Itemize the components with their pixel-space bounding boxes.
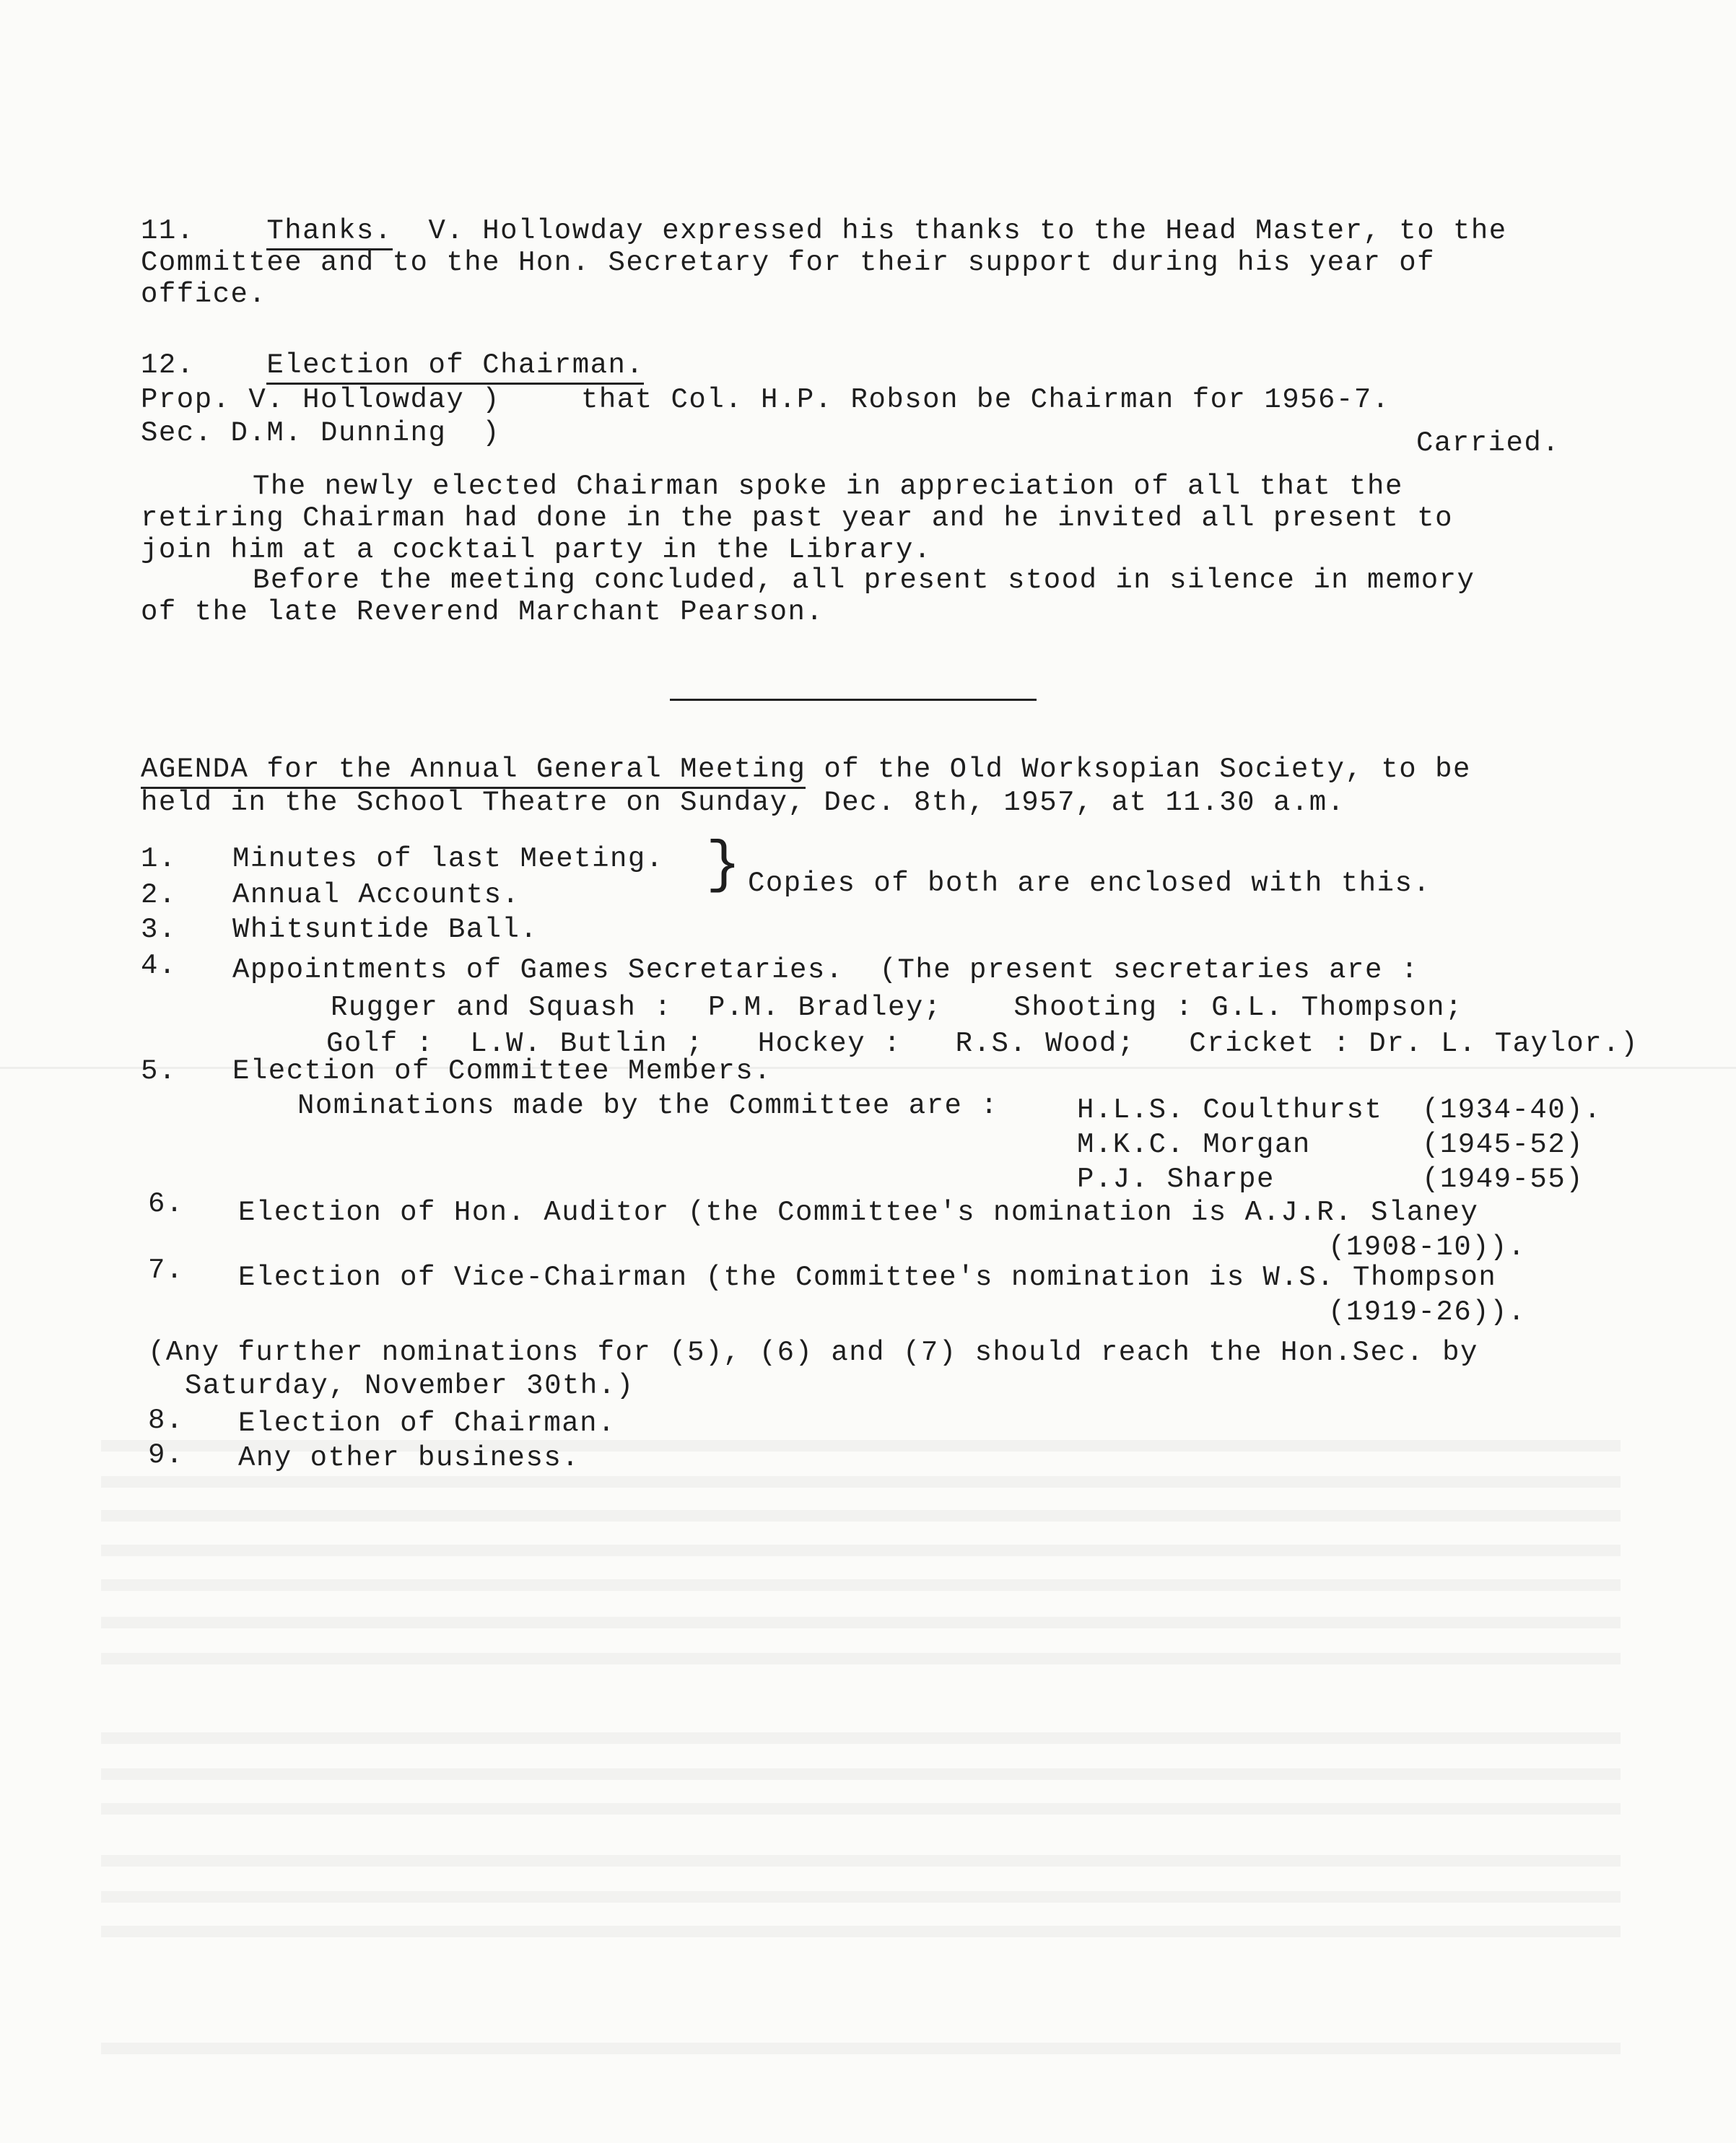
show-through-line (101, 1510, 1621, 1522)
show-through-line (101, 1855, 1621, 1867)
games-secretaries-line-2: Golf : L.W. Butlin ; Hockey : R.S. Wood; Cricket : Dr. L. Taylor.) (326, 1028, 1639, 1060)
agenda-item-3-text: Whitsuntide Ball. (232, 914, 538, 946)
show-through-line (101, 1803, 1621, 1815)
item-11-line-2: Committee and to the Hon. Secretary for their support during his year of (141, 247, 1436, 279)
agenda-item-8-text: Election of Chairman. (238, 1407, 616, 1439)
item-11-number: 11. (141, 215, 195, 247)
agenda-item-6-text: Election of Hon. Auditor (the Committee's nomination is A.J.R. Slaney (238, 1197, 1479, 1228)
agenda-item-9-text: Any other business. (238, 1442, 580, 1474)
agenda-item-9-number: 9. (148, 1439, 184, 1471)
agenda-item-8-number: 8. (148, 1405, 184, 1436)
item-12-number: 12. (141, 349, 195, 381)
agenda-heading: AGENDA for the Annual General Meeting (141, 754, 806, 789)
show-through-line (101, 1768, 1621, 1780)
agenda-heading-line-1 (141, 754, 1471, 785)
show-through-line (101, 1732, 1621, 1744)
agenda-item-7-number: 7. (148, 1254, 184, 1286)
item-12-carried: Carried. (1416, 427, 1561, 459)
show-through-line (101, 1545, 1621, 1556)
nominations-intro: Nominations made by the Committee are : (297, 1090, 999, 1122)
item-12-heading (141, 349, 644, 381)
games-secretaries-line-1: Rugger and Squash : P.M. Bradley; Shooting : G.L. Thompson; (331, 992, 1463, 1024)
agenda-item-7-text: Election of Vice-Chairman (the Committee's nomination is W.S. Thompson (238, 1262, 1497, 1293)
agenda-item-3-number: 3. (141, 914, 177, 946)
item-12-para-1-line-3: join him at a cocktail party in the Library. (141, 534, 932, 566)
agenda-item-4-text: Appointments of Games Secretaries. (The present secretaries are : (232, 954, 1419, 986)
agenda-item-1-number: 1. (141, 843, 177, 875)
item-11-line-1 (141, 215, 1507, 247)
further-nominations-line-1: (Any further nominations for (5), (6) and (7) should reach the Hon.Sec. by (148, 1337, 1478, 1369)
show-through-line (101, 1617, 1621, 1628)
agenda-item-5-number: 5. (141, 1055, 177, 1087)
further-nominations-line-2: Saturday, November 30th.) (185, 1370, 634, 1402)
item-12-para-1-line-1: The newly elected Chairman spoke in appreciation of all that the (253, 471, 1403, 502)
agenda-item-4-number: 4. (141, 950, 177, 982)
item-12-sec: Sec. D.M. Dunning ) (141, 417, 501, 449)
agenda-item-5-text: Election of Committee Members. (232, 1055, 772, 1087)
item-11-title: Thanks. (266, 215, 392, 250)
agenda-item-2-number: 2. (141, 879, 177, 911)
item-12-para-2-line-2: of the late Reverend Marchant Pearson. (141, 596, 824, 628)
show-through-line (101, 1476, 1621, 1488)
show-through-line (101, 1653, 1621, 1664)
agenda-item-6-number: 6. (148, 1188, 184, 1220)
show-through-line (101, 2043, 1621, 2054)
nominee-2-name: M.K.C. Morgan (1077, 1129, 1311, 1161)
item-12-motion: that Col. H.P. Robson be Chairman for 1956-7. (581, 384, 1390, 416)
item-11-text: V. Hollowday expressed his thanks to the Head Master, to the (428, 215, 1507, 247)
nominee-1-years: (1934-40). (1422, 1094, 1602, 1126)
item-11-line-3: office. (141, 279, 267, 310)
nominee-3-name: P.J. Sharpe (1077, 1164, 1275, 1195)
copies-note: Copies of both are enclosed with this. (748, 868, 1431, 899)
section-divider (670, 699, 1037, 701)
agenda-item-1-text: Minutes of last Meeting. (232, 843, 664, 875)
show-through-line (101, 1926, 1621, 1937)
agenda-item-2-text: Annual Accounts. (232, 879, 520, 911)
nominee-1-name: H.L.S. Coulthurst (1077, 1094, 1383, 1126)
item-12-prop: Prop. V. Hollowday ) (141, 384, 501, 416)
show-through-line (101, 1579, 1621, 1591)
nominee-2-years: (1945-52) (1422, 1129, 1584, 1161)
item-12-para-2-line-1: Before the meeting concluded, all present stood in silence in memory (253, 564, 1475, 596)
show-through-line (101, 1891, 1621, 1903)
nominee-3-years: (1949-55) (1422, 1164, 1584, 1195)
item-12-para-1-line-2: retiring Chairman had done in the past year and he invited all present to (141, 502, 1453, 534)
agenda-items-brace: } (706, 833, 741, 899)
item-12-title: Election of Chairman. (266, 349, 644, 385)
agenda-heading-rest: of the Old Worksopian Society, to be (806, 754, 1471, 785)
auditor-years: (1908-10)). (1328, 1231, 1526, 1263)
agenda-heading-line-2: held in the School Theatre on Sunday, Dec. 8th, 1957, at 11.30 a.m. (141, 787, 1345, 819)
vice-chairman-years: (1919-26)). (1328, 1296, 1526, 1328)
